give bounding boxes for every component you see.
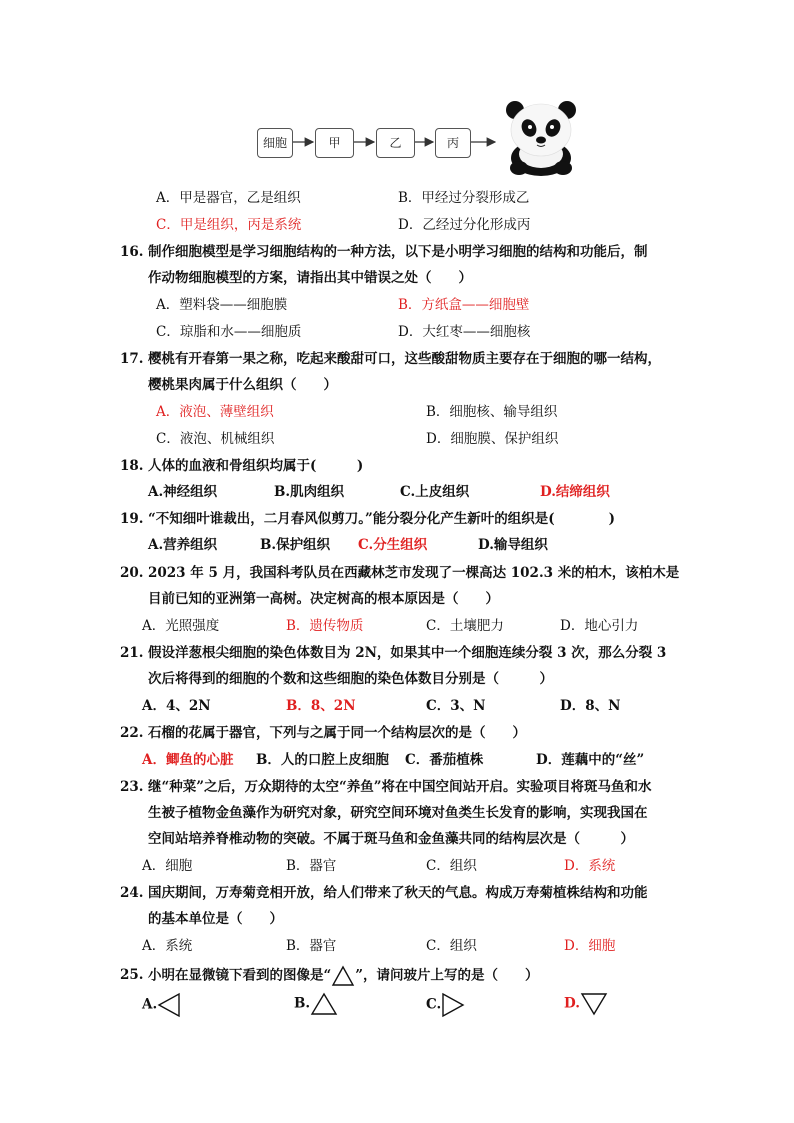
q23-option-d[interactable]: D．系统 xyxy=(564,858,616,874)
q17-option-c[interactable]: C．液泡、机械组织 xyxy=(156,431,275,447)
q24-option-a[interactable]: A．系统 xyxy=(142,938,193,954)
flow-box-bing: 丙 xyxy=(435,128,471,158)
q15-option-d[interactable]: D．乙经过分化形成丙 xyxy=(398,217,531,233)
question-text: 国庆期间，万寿菊竞相开放，给人们带来了秋天的气息。构成万寿菊植株结构和功能 xyxy=(148,885,648,901)
question-number: 19. xyxy=(120,511,144,527)
question-text: 目前已知的亚洲第一高树。决定树高的根本原因是（ ） xyxy=(148,591,499,607)
question-number: 17. xyxy=(120,351,144,367)
question-number: 21. xyxy=(120,645,144,661)
question-text: 次后将得到的细胞的个数和这些细胞的染色体数目分别是（ ） xyxy=(148,671,553,687)
q17-option-d[interactable]: D．细胞膜、保护组织 xyxy=(426,431,559,447)
q24-option-c[interactable]: C．组织 xyxy=(426,938,477,954)
question-text: 制作细胞模型是学习细胞结构的一种方法，以下是小明学习细胞的结构和功能后，制 xyxy=(148,244,648,260)
question-text: 樱桃果肉属于什么组织（ ） xyxy=(148,377,337,393)
cell-development-flow xyxy=(257,128,497,158)
q25-option-c[interactable] xyxy=(426,992,465,1018)
q22-option-a[interactable]: A．鲫鱼的心脏 xyxy=(142,752,234,768)
triangle-down-icon xyxy=(580,992,608,1016)
triangle-right-icon xyxy=(441,992,465,1018)
q24-option-d[interactable]: D．细胞 xyxy=(564,938,616,954)
question-text: 樱桃有开春第一果之称，吃起来酸甜可口，这些酸甜物质主要存在于细胞的哪一结构， xyxy=(148,351,661,367)
question-text: 人体的血液和骨组织均属于( ) xyxy=(148,458,364,474)
question-text: 的基本单位是（ ） xyxy=(148,911,283,927)
q16-option-c[interactable]: C．琼脂和水——细胞质 xyxy=(156,324,302,340)
q21-option-b[interactable]: B．8、2N xyxy=(286,698,356,714)
q21-option-d[interactable]: D．8、N xyxy=(560,698,621,714)
triangle-left-icon xyxy=(157,992,181,1018)
q22-option-d[interactable]: D．莲藕中的“丝” xyxy=(536,752,645,768)
question-text: 假设洋葱根尖细胞的染色体数目为 2N，如果其中一个细胞连续分裂 3 次，那么分裂 3 xyxy=(148,645,667,661)
question-number: 24. xyxy=(120,885,144,901)
question-text xyxy=(148,965,539,987)
q18-option-b[interactable]: B.肌肉组织 xyxy=(274,484,345,500)
option-label: B. xyxy=(294,995,311,1012)
q19-option-b[interactable]: B.保护组织 xyxy=(260,537,331,553)
question-number: 22. xyxy=(120,725,144,741)
question-number: 20. xyxy=(120,565,144,581)
q19-option-a[interactable]: A.营养组织 xyxy=(148,537,218,553)
q16-option-a[interactable]: A．塑料袋——细胞膜 xyxy=(156,297,288,313)
q25-option-d[interactable] xyxy=(564,992,608,1016)
q19-option-d[interactable]: D.输导组织 xyxy=(478,537,548,553)
question-number: 25. xyxy=(120,967,144,983)
triangle-up-icon xyxy=(331,965,355,987)
q21-option-a[interactable]: A．4、2N xyxy=(142,698,211,714)
question-text: 继“种菜”之后，万众期待的太空“养鱼”将在中国空间站开启。实验项目将斑马鱼和水 xyxy=(148,779,652,795)
option-label: C. xyxy=(426,996,442,1013)
question-text: 生被子植物金鱼藻作为研究对象，研究空间环境对鱼类生长发育的影响，实现我国在 xyxy=(148,805,648,821)
q16-option-b[interactable]: B．方纸盒——细胞壁 xyxy=(398,297,530,313)
q16-option-d[interactable]: D．大红枣——细胞核 xyxy=(398,324,531,340)
question-text: 2023 年 5 月，我国科考队员在西藏林芝市发现了一棵高达 102.3 米的柏木，该柏木是 xyxy=(148,565,680,581)
q17-option-b[interactable]: B．细胞核、输导组织 xyxy=(426,404,558,420)
q18-option-d[interactable]: D.结缔组织 xyxy=(540,484,610,500)
q25-option-a[interactable] xyxy=(142,992,181,1018)
q20-option-d[interactable]: D．地心引力 xyxy=(560,618,639,634)
q18-option-a[interactable]: A.神经组织 xyxy=(148,484,218,500)
question-text: 作动物细胞模型的方案，请指出其中错误之处（ ） xyxy=(148,270,472,286)
question-text-before: 小明在显微镜下看到的图像是“ xyxy=(148,967,332,984)
q18-option-c[interactable]: C.上皮组织 xyxy=(400,484,470,500)
question-text: 石榴的花属于器官，下列与之属于同一个结构层次的是（ ） xyxy=(148,725,526,741)
panda-icon xyxy=(497,98,585,176)
q17-option-a[interactable]: A．液泡、薄壁组织 xyxy=(156,404,274,420)
question-number: 16. xyxy=(120,244,144,260)
question-text-after: ”，请问玻片上写的是（ ） xyxy=(355,967,539,984)
q23-option-b[interactable]: B．器官 xyxy=(286,858,337,874)
q15-option-a[interactable]: A．甲是器官，乙是组织 xyxy=(156,190,301,206)
q21-option-c[interactable]: C．3、N xyxy=(426,698,486,714)
q23-option-a[interactable]: A．细胞 xyxy=(142,858,193,874)
q22-option-b[interactable]: B．人的口腔上皮细胞 xyxy=(256,752,389,768)
option-label: D. xyxy=(564,995,580,1012)
question-text: “不知细叶谁裁出，二月春风似剪刀。”能分裂分化产生新叶的组织是( ) xyxy=(148,511,616,527)
flow-box-jia: 甲 xyxy=(315,128,354,158)
option-label: A. xyxy=(142,996,158,1013)
q25-option-b[interactable] xyxy=(294,992,338,1016)
q24-option-b[interactable]: B．器官 xyxy=(286,938,337,954)
q15-option-c[interactable]: C．甲是组织，丙是系统 xyxy=(156,217,302,233)
question-number: 18. xyxy=(120,458,144,474)
flow-box-yi: 乙 xyxy=(376,128,415,158)
question-number: 23. xyxy=(120,779,144,795)
q20-option-c[interactable]: C．土壤肥力 xyxy=(426,618,504,634)
flow-box-cell: 细胞 xyxy=(257,128,293,158)
q20-option-a[interactable]: A．光照强度 xyxy=(142,618,220,634)
triangle-up-icon xyxy=(310,992,338,1016)
q15-option-b[interactable]: B．甲经过分裂形成乙 xyxy=(398,190,530,206)
question-text: 空间站培养脊椎动物的突破。不属于斑马鱼和金鱼藻共同的结构层次是（ ） xyxy=(148,831,634,847)
q20-option-b[interactable]: B．遗传物质 xyxy=(286,618,364,634)
q23-option-c[interactable]: C．组织 xyxy=(426,858,477,874)
q22-option-c[interactable]: C．番茄植株 xyxy=(405,752,484,768)
q19-option-c[interactable]: C.分生组织 xyxy=(358,537,428,553)
